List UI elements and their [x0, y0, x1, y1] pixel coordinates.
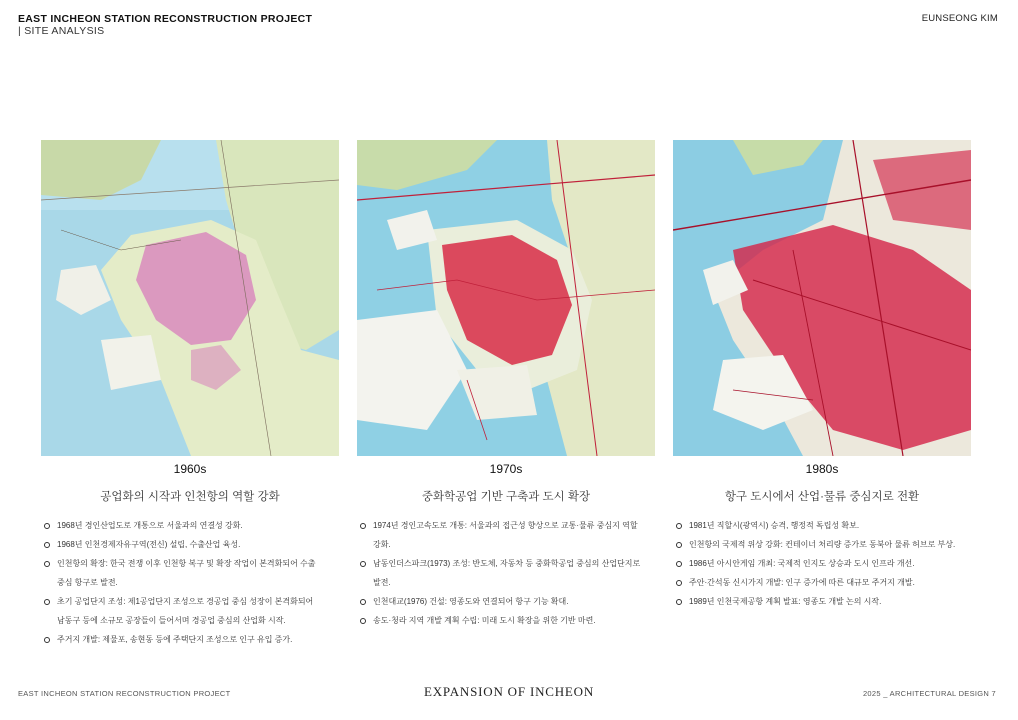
decade-label: 1970s	[489, 462, 523, 476]
panel-heading: 항구 도시에서 산업·물류 중심지로 전환	[724, 491, 920, 503]
panel-heading: 중화학공업 기반 구축과 도시 확장	[421, 491, 591, 503]
list-item: 인천항의 확장: 한국 전쟁 이후 인천항 복구 및 확장 작업이 본격화되어 수출	[41, 554, 339, 573]
footer-page-title: EXPANSION OF INCHEON	[423, 684, 595, 699]
historic-map-1960s-image	[41, 140, 339, 456]
footer-project-name: EAST INCHEON STATION RECONSTRUCTION PROJECT	[18, 689, 231, 698]
panel-heading: 공업화의 시작과 인천항의 역할 강화	[100, 491, 280, 503]
decade-label: 1960s	[173, 462, 207, 476]
panel-1980s	[673, 140, 971, 611]
list-item: 1974년 경인고속도로 개통: 서울과의 접근성 향상으로 교통·물류 중심지 역할	[357, 516, 655, 535]
map-1970s	[357, 140, 655, 456]
map-1960s	[41, 140, 339, 456]
panel-1960s	[41, 140, 339, 649]
list-item: 초기 공업단지 조성: 제1공업단지 조성으로 경공업 중심 성장이 본격화되어	[41, 592, 339, 611]
list-item-continuation: 중심 항구로 발전.	[57, 578, 118, 587]
list-item-continuation: 발전.	[373, 578, 391, 587]
list-item: 1968년 경인산업도로 개통으로 서울과의 연결성 강화.	[41, 516, 339, 535]
bullet-list	[673, 516, 971, 611]
decade-label: 1980s	[805, 462, 839, 476]
list-item: 1981년 직할시(광역시) 승격, 행정적 독립성 확보.	[673, 516, 971, 535]
bullet-list	[357, 516, 655, 630]
project-title: EAST INCHEON STATION RECONSTRUCTION PROJECT	[18, 13, 313, 25]
list-item: 주안·간석동 신시가지 개발: 인구 증가에 따른 대규모 주거지 개발.	[673, 573, 971, 592]
author-name: EUNSEONG KIM	[921, 13, 998, 24]
section-subtitle: | SITE ANALYSIS	[18, 25, 105, 37]
list-item: 남동인더스파크(1973) 조성: 반도체, 자동차 등 중화학공업 중심의 산업단지로	[357, 554, 655, 573]
historic-map-1980s-image	[673, 140, 971, 456]
list-item-continuation: 남동구 등에 소규모 공장들이 들어서며 경공업 중심의 산업화 시작.	[57, 616, 286, 625]
bullet-list	[41, 516, 339, 649]
list-item-continuation: 강화.	[373, 540, 391, 549]
list-item: 1968년 인천경제자유구역(전신) 설립, 수출산업 육성.	[41, 535, 339, 554]
list-item: 인천항의 국제적 위상 강화: 컨테이너 처리량 증가로 동북아 물류 허브로 부상.	[673, 535, 971, 554]
list-item: 1989년 인천국제공항 계획 발표: 영종도 개발 논의 시작.	[673, 592, 971, 611]
list-item: 인천대교(1976) 건설: 영종도와 연결되어 항구 기능 확대.	[357, 592, 655, 611]
historic-map-1970s-image	[357, 140, 655, 456]
map-1980s	[673, 140, 971, 456]
list-item: 1986년 아시안게임 개최: 국제적 인지도 상승과 도시 인프라 개선.	[673, 554, 971, 573]
list-item: 송도·청라 지역 개발 계획 수립: 미래 도시 확장을 위한 기반 마련.	[357, 611, 655, 630]
list-item: 주거지 개발: 제물포, 송현동 등에 주택단지 조성으로 인구 유입 증가.	[41, 630, 339, 649]
footer-page-info: 2025 _ ARCHITECTURAL DESIGN 7	[862, 689, 996, 698]
panel-1970s	[357, 140, 655, 630]
